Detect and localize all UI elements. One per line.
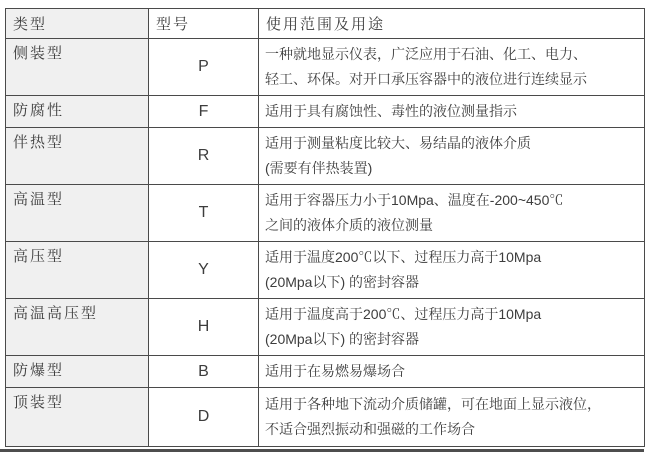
model-cell: B [149,356,259,388]
column-header-type: 类型 [6,9,149,39]
usage-line: 适用于测量粘度比较大、易结晶的液体介质 [265,135,531,151]
usage-line: 适用于温度200℃以下、过程压力高于10Mpa [265,249,542,265]
usage-line: (需要有伴热装置) [265,160,373,176]
type-cell: 顶装型 [6,388,149,447]
table-row-heat-traced [6,128,645,185]
type-cell: 防腐性 [6,96,149,128]
type-cell: 侧装型 [6,39,149,96]
usage-cell [259,242,645,299]
usage-cell [259,185,645,242]
usage-line: 一种就地显示仪表，广泛应用于石油、化工、电力、 [265,46,587,62]
usage-line: 适用于在易燃易爆场合 [265,363,405,379]
type-cell: 高温高压型 [6,299,149,356]
model-cell: P [149,39,259,96]
usage-line: 不适合强烈振动和强磁的工作场合 [265,421,475,437]
usage-line: 轻工、环保。对开口承压容器中的液位进行连续显示 [265,71,587,87]
model-cell: T [149,185,259,242]
usage-cell [259,356,645,388]
table-row-high-pressure [6,242,645,299]
column-header-model: 型号 [149,9,259,39]
model-cell: Y [149,242,259,299]
table-row-anticorrosive [6,96,645,128]
product-model-spec-table [5,8,645,447]
type-cell: 伴热型 [6,128,149,185]
model-cell: H [149,299,259,356]
usage-line: 适用于容器压力小于10Mpa、温度在-200~450℃ [265,192,564,208]
model-cell: R [149,128,259,185]
type-cell: 高压型 [6,242,149,299]
usage-cell [259,39,645,96]
usage-line: (20Mpa以下) 的密封容器 [265,331,420,347]
table-row-side-mounted [6,39,645,96]
usage-line: 之间的液体介质的液位测量 [265,217,433,233]
bottom-divider-line [0,449,644,452]
table-row-top-mounted [6,388,645,447]
usage-line: 适用于各种地下流动介质储罐，可在地面上显示液位， [265,396,601,412]
usage-line: 适用于温度高于200℃、过程压力高于10Mpa [265,306,542,322]
table-row-high-temperature [6,185,645,242]
usage-cell [259,128,645,185]
usage-line: (20Mpa以下) 的密封容器 [265,274,420,290]
usage-cell [259,388,645,447]
model-cell: F [149,96,259,128]
model-cell: D [149,388,259,447]
usage-cell [259,299,645,356]
type-cell: 高温型 [6,185,149,242]
column-header-usage: 使用范围及用途 [259,9,645,39]
type-cell: 防爆型 [6,356,149,388]
usage-line: 适用于具有腐蚀性、毒性的液位测量指示 [265,103,517,119]
usage-cell [259,96,645,128]
table-row-high-temp-high-pressure [6,299,645,356]
header-row [6,9,645,39]
table-row-explosion-proof [6,356,645,388]
